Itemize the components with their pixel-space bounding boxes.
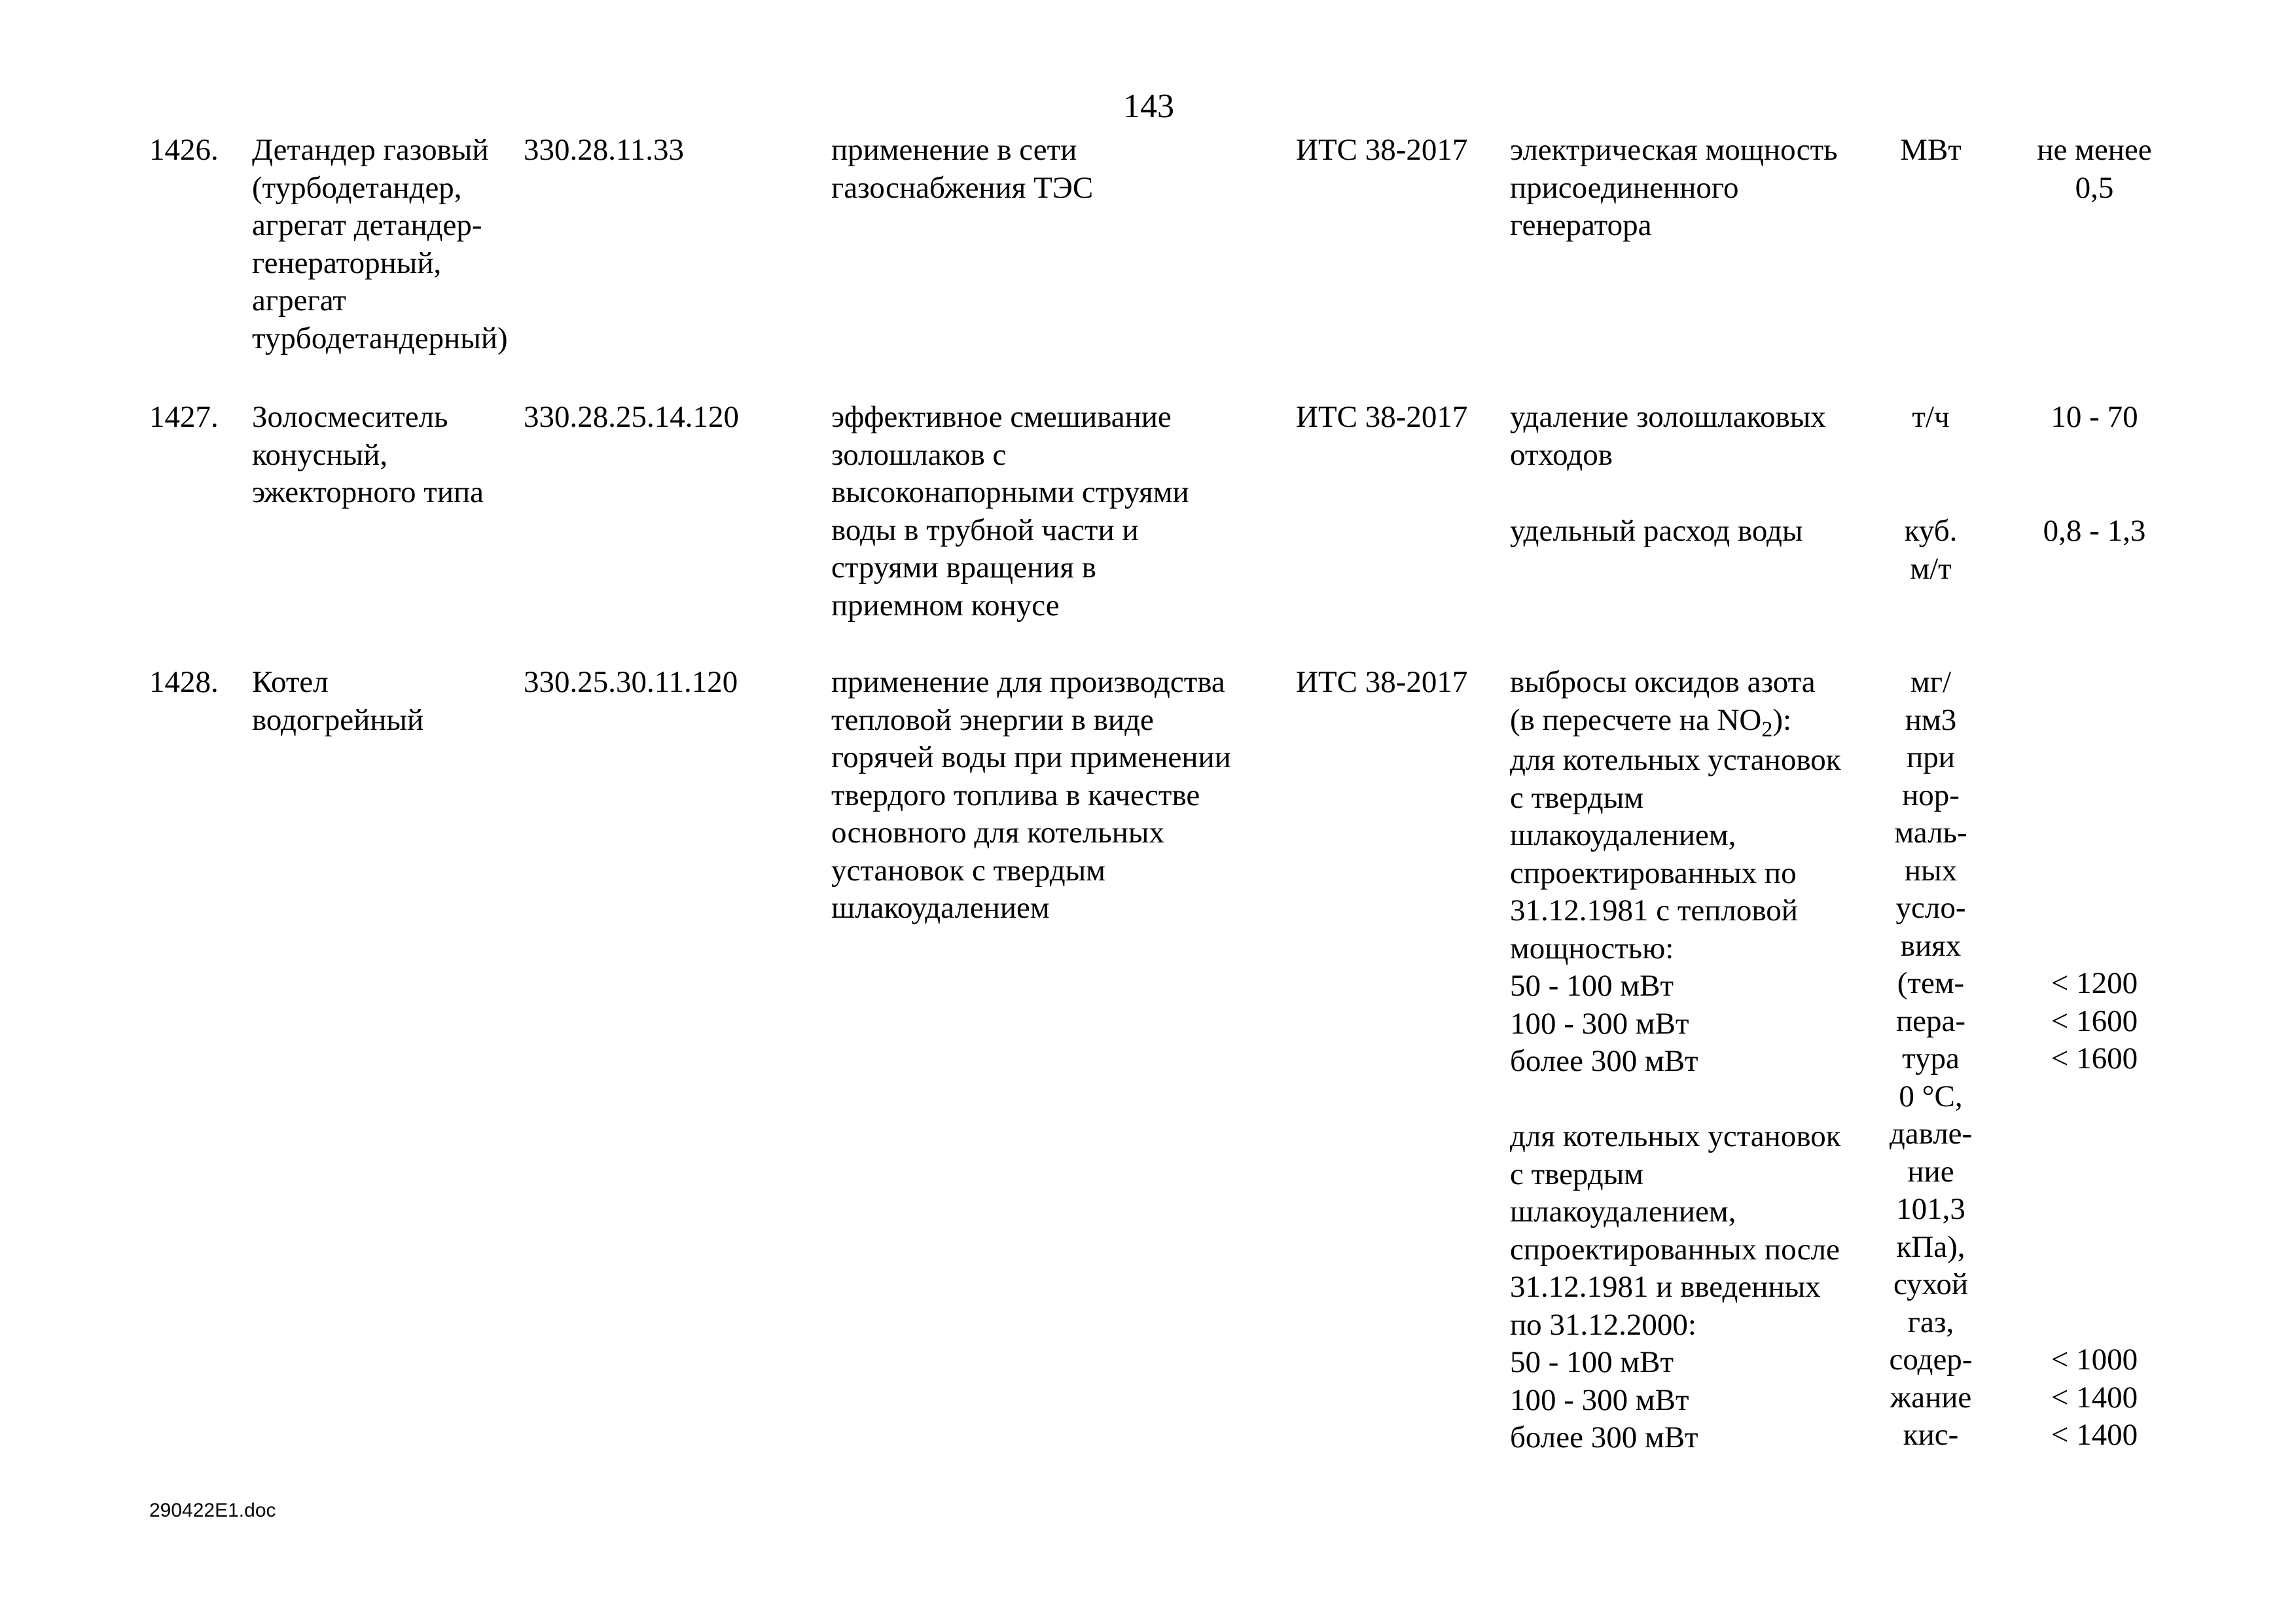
name-line: агрегат детандер- (252, 208, 482, 242)
parameter-line: удельный расход воды (1510, 514, 1803, 548)
application-line: струями вращения в (831, 550, 1096, 585)
unit-line: ние (1907, 1154, 1954, 1189)
name-line: эжекторного типа (252, 475, 484, 509)
value-line: < 1400 (2051, 1380, 2138, 1415)
row-number: 1426. (149, 133, 219, 167)
application-line: высоконапорными струями (831, 475, 1189, 509)
unit-line: кис- (1903, 1418, 1959, 1452)
its-reference: ИТС 38-2017 (1296, 133, 1468, 167)
unit-line: нор- (1902, 778, 1960, 812)
parameter-line: удаление золошлаковых (1510, 400, 1826, 434)
application-line: горячей воды при применении (831, 740, 1231, 774)
unit-line: МВт (1900, 133, 1962, 167)
value (2003, 399, 2186, 437)
unit-line: нм3 (1905, 702, 1957, 737)
name-line: Детандер газовый (252, 133, 489, 167)
its-reference: ИТС 38-2017 (1296, 400, 1468, 434)
name-line: конусный, (252, 437, 388, 472)
value (2003, 513, 2186, 550)
parameter-line: выбросы оксидов азота (1510, 665, 1816, 699)
parameter-line: отходов (1510, 437, 1613, 472)
application-line: применение в сети (831, 133, 1077, 167)
equipment-name (252, 132, 508, 357)
application-area (831, 399, 1189, 624)
application-line: эффективное смешивание (831, 400, 1172, 434)
parameter-line: электрическая мощность (1510, 133, 1838, 167)
unit-line: т/ч (1912, 400, 1950, 434)
unit-line: виях (1900, 928, 1962, 963)
value-line: < 1200 (2051, 966, 2138, 1000)
unit-line: маль- (1894, 816, 1967, 850)
unit-line: 101,3 (1896, 1192, 1965, 1226)
application-area (831, 132, 1093, 207)
value-line: < 1000 (2051, 1343, 2138, 1377)
value-line: < 1600 (2051, 1003, 2138, 1038)
parameter-line-part: ): (1772, 702, 1792, 737)
application-line: газоснабжения ТЭС (831, 170, 1094, 205)
unit-line: пера- (1895, 1003, 1966, 1038)
unit (1872, 399, 1990, 437)
parameter-line: шлакоудалением, (1510, 1195, 1736, 1229)
unit (1872, 513, 1990, 588)
okpd-code: 330.25.30.11.120 (524, 665, 738, 699)
unit-line: при (1907, 740, 1955, 774)
application-line: воды в трубной части и (831, 513, 1139, 547)
parameter-line-part: (в пересчете на NO (1510, 702, 1762, 737)
application-line: приемном конусе (831, 588, 1060, 623)
application-line: твердого топлива в качестве (831, 778, 1200, 812)
unit-line: усло- (1895, 891, 1966, 925)
parameter-line: более 300 мВт (1510, 1044, 1698, 1078)
unit-line: сухой (1893, 1267, 1969, 1301)
value-line: 10 - 70 (2051, 400, 2138, 434)
parameter-line: присоединенного (1510, 170, 1739, 205)
name-line: Золосмеситель (252, 400, 448, 434)
value (2003, 1341, 2186, 1454)
application-line: установок с твердым (831, 853, 1105, 888)
value-line: < 1600 (2051, 1041, 2138, 1075)
unit-line: ных (1904, 853, 1958, 888)
name-line: агрегат (252, 283, 346, 317)
value-line: < 1400 (2051, 1418, 2138, 1452)
document-code: 290422E1.doc (149, 1500, 276, 1521)
parameter-line: 50 - 100 мВт (1510, 969, 1674, 1003)
parameter-line: 31.12.1981 и введенных (1510, 1270, 1821, 1304)
parameter-line: с твердым (1510, 1157, 1644, 1191)
parameter-text (1510, 513, 1803, 550)
page-number: 143 (1123, 88, 1174, 125)
unit-line: 0 °С, (1899, 1079, 1963, 1113)
application-line: тепловой энергии в виде (831, 702, 1154, 737)
parameter-line: 100 - 300 мВт (1510, 1006, 1689, 1041)
name-line: генераторный, (252, 245, 442, 280)
unit-line: куб. (1904, 514, 1958, 548)
equipment-name (252, 399, 484, 512)
parameter-line: генератора (1510, 208, 1652, 242)
okpd-code: 330.28.11.33 (524, 133, 685, 167)
application-line: применение для производства (831, 665, 1225, 699)
parameter-text (1510, 399, 1826, 474)
parameter-line: для котельных установок (1510, 743, 1841, 777)
name-line: Котел (252, 665, 329, 699)
name-line: (турбодетандер, (252, 170, 462, 205)
unit-line: давле- (1889, 1117, 1973, 1151)
parameter-line: мощностью: (1510, 931, 1674, 965)
row-number: 1427. (149, 400, 219, 434)
parameter-line (1510, 1081, 1841, 1119)
application-area (831, 664, 1231, 928)
value-line: не менее (2037, 133, 2152, 167)
parameter-line: с твердым (1510, 780, 1644, 815)
application-line: основного для котельных (831, 816, 1164, 850)
its-reference: ИТС 38-2017 (1296, 665, 1468, 699)
equipment-name (252, 664, 423, 739)
parameter-line: 50 - 100 мВт (1510, 1345, 1674, 1379)
value-line: 0,8 - 1,3 (2043, 514, 2146, 548)
value (2003, 965, 2186, 1078)
parameter-line: 31.12.1981 с тепловой (1510, 893, 1798, 928)
name-line: водогрейный (252, 702, 424, 737)
parameter-line: по 31.12.2000: (1510, 1307, 1696, 1342)
no2-subscript: 2 (1761, 717, 1773, 742)
unit-line: (тем- (1897, 966, 1965, 1000)
okpd-code: 330.28.25.14.120 (524, 400, 739, 434)
unit-line: газ, (1907, 1305, 1954, 1339)
unit-line: содер- (1889, 1343, 1973, 1377)
unit (1872, 664, 1990, 1454)
unit-line: жание (1890, 1380, 1972, 1415)
parameter-line: для котельных установок (1510, 1119, 1841, 1153)
parameter-line: шлакоудалением, (1510, 818, 1736, 852)
unit-line: м/т (1910, 551, 1952, 586)
row-number: 1428. (149, 665, 219, 699)
parameter-text (1510, 132, 1838, 245)
unit-line: тура (1902, 1041, 1960, 1075)
parameter-line (1510, 702, 1841, 742)
value (2003, 132, 2186, 207)
unit-line: мг/ (1910, 665, 1952, 699)
parameter-line: спроектированных после (1510, 1232, 1840, 1267)
value-line: 0,5 (2075, 170, 2114, 205)
parameter-line: спроектированных по (1510, 856, 1797, 890)
unit (1872, 132, 1990, 170)
parameter-line: более 300 мВт (1510, 1420, 1698, 1454)
unit-line: кПа), (1896, 1229, 1965, 1264)
parameter-line: 100 - 300 мВт (1510, 1382, 1689, 1417)
parameter-text (1510, 664, 1841, 1457)
application-line: шлакоудалением (831, 891, 1050, 925)
application-line: золошлаков с (831, 437, 1007, 472)
name-line: турбодетандерный) (252, 321, 508, 355)
